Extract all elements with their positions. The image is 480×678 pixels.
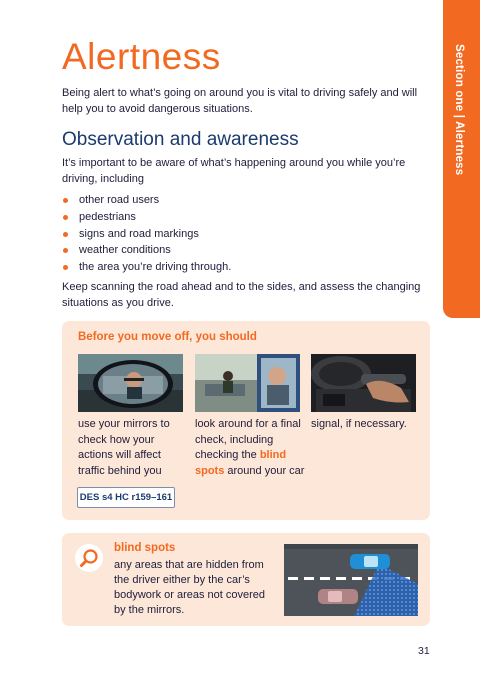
bullet-item	[62, 259, 231, 276]
bullet-item	[62, 192, 231, 209]
magnifier-icon	[75, 544, 103, 572]
look-around-photo	[195, 354, 300, 412]
indicator-signal-photo	[311, 354, 416, 412]
section-tab-label: Section one | Alertness	[453, 44, 465, 176]
bullet-text: the area you’re driving through.	[79, 261, 232, 274]
page-title: Alertness	[62, 36, 221, 77]
bullet-dot-icon	[63, 232, 68, 237]
definition-term: blind spots	[114, 542, 176, 554]
page-number: 31	[418, 645, 430, 657]
bullet-text: weather conditions	[79, 244, 171, 257]
bullet-text: other road users	[79, 194, 160, 206]
step-caption-signal: signal, if necessary.	[311, 418, 407, 430]
move-off-box	[62, 321, 430, 520]
bullet-dot-icon	[63, 198, 68, 203]
bullet-item	[62, 226, 231, 243]
definition-box	[62, 533, 430, 626]
bullet-dot-icon	[63, 265, 68, 270]
definition-text: any areas that are hidden from the driver either by the car’s bodywork or areas not covered by the mirrors.	[114, 559, 266, 616]
intro-paragraph: Being alert to what’s going on around you is vital to driving safely and will help you to avoid dangerous situations.	[62, 87, 418, 115]
section-heading: Observation and awareness	[62, 129, 299, 150]
bullet-dot-icon	[63, 248, 68, 253]
section-lead-paragraph: It’s important to be aware of what’s happening around you while you’re driving, including	[62, 157, 406, 185]
step-caption-text: look around for a final check, including checking the	[195, 418, 301, 461]
step-caption-mirrors: use your mirrors to check how your actions will affect traffic behind you	[78, 418, 170, 477]
bullet-dot-icon	[63, 215, 68, 220]
step-caption-look-around	[195, 417, 305, 479]
bullet-item	[62, 242, 231, 259]
bullet-item	[62, 209, 231, 226]
move-off-title: Before you move off, you should	[78, 331, 257, 343]
blind-spots-highlight: blind spots	[195, 449, 287, 477]
bullet-text: signs and road markings	[79, 227, 199, 240]
step-caption-text: around your car	[224, 464, 305, 477]
awareness-bullet-list	[62, 192, 231, 276]
driver-in-mirror-photo	[78, 354, 183, 412]
closing-paragraph: Keep scanning the road ahead and to the sides, and assess the changing situations as you drive.	[62, 281, 421, 309]
reference-badge: DES s4 HC r159–161	[77, 487, 175, 508]
section-side-tab	[443, 0, 480, 318]
bullet-text: pedestrians	[79, 210, 136, 223]
blind-spot-road-diagram	[284, 544, 418, 616]
